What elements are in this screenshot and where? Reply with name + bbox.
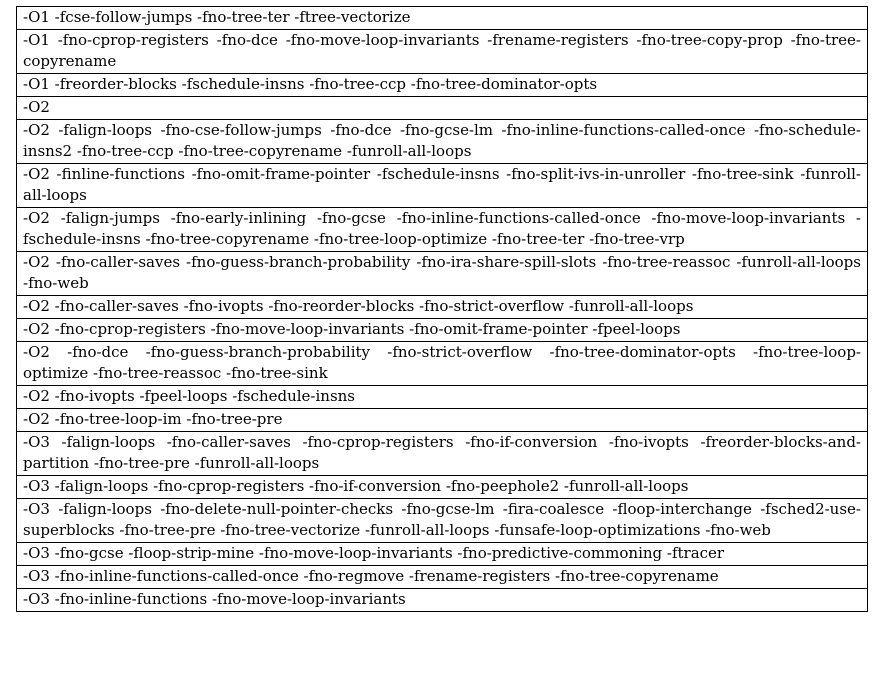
table-cell: -O1 -fcse-follow-jumps -fno-tree-ter -ftree-vectorize [17,7,868,30]
table-cell: -O2 -finline-functions -fno-omit-frame-pointer -fschedule-insns -fno-split-ivs-in-unroller -fno-tree-sink -funroll-all-loops [17,164,868,208]
table-cell: -O3 -falign-loops -fno-cprop-registers -fno-if-conversion -fno-peephole2 -funroll-all-loops [17,476,868,499]
table-row [17,589,868,612]
table-row [17,499,868,543]
table-row [17,319,868,342]
table-cell: -O1 -fno-cprop-registers -fno-dce -fno-move-loop-invariants -frename-registers -fno-tree-copy-prop -fno-tree-copyrename [17,30,868,74]
table-row [17,342,868,386]
table-cell: -O1 -freorder-blocks -fschedule-insns -fno-tree-ccp -fno-tree-dominator-opts [17,74,868,97]
table-cell: -O2 -falign-loops -fno-cse-follow-jumps -fno-dce -fno-gcse-lm -fno-inline-functions-called-once -fno-schedule-insns2 -fno-tree-ccp -fno-tree-copyrename -funroll-all-loops [17,120,868,164]
table-cell: -O2 -fno-caller-saves -fno-guess-branch-probability -fno-ira-share-spill-slots -fno-tree-reassoc -funroll-all-loops -fno-web [17,252,868,296]
table-row [17,120,868,164]
table-row [17,409,868,432]
table-row [17,7,868,30]
table-cell: -O3 -fno-inline-functions -fno-move-loop-invariants [17,589,868,612]
table-cell: -O2 -fno-caller-saves -fno-ivopts -fno-reorder-blocks -fno-strict-overflow -funroll-all-loops [17,296,868,319]
table-cell: -O2 -fno-ivopts -fpeel-loops -fschedule-insns [17,386,868,409]
table-row [17,252,868,296]
table-cell: -O2 [17,97,868,120]
table-row [17,296,868,319]
table-row [17,566,868,589]
document-page [16,6,868,612]
table-cell: -O3 -falign-loops -fno-delete-null-pointer-checks -fno-gcse-lm -fira-coalesce -floop-interchange -fsched2-use-superblocks -fno-tree-pre -fno-tree-vectorize -funroll-all-loops -funsafe-loop-optimizations -fno-web [17,499,868,543]
table-row [17,432,868,476]
table-cell: -O2 -fno-dce -fno-guess-branch-probability -fno-strict-overflow -fno-tree-dominator-opts -fno-tree-loop-optimize -fno-tree-reassoc -fno-tree-sink [17,342,868,386]
table-row [17,386,868,409]
table-cell: -O3 -falign-loops -fno-caller-saves -fno-cprop-registers -fno-if-conversion -fno-ivopts -freorder-blocks-and-partition -fno-tree-pre -funroll-all-loops [17,432,868,476]
table-cell: -O2 -fno-tree-loop-im -fno-tree-pre [17,409,868,432]
table-row [17,476,868,499]
table-row [17,30,868,74]
table-row [17,97,868,120]
table-cell: -O3 -fno-gcse -floop-strip-mine -fno-move-loop-invariants -fno-predictive-commoning -ftracer [17,543,868,566]
table-cell: -O3 -fno-inline-functions-called-once -fno-regmove -frename-registers -fno-tree-copyrename [17,566,868,589]
table-row [17,164,868,208]
compiler-flags-table [16,6,868,612]
table-row [17,543,868,566]
table-row [17,74,868,97]
table-cell: -O2 -falign-jumps -fno-early-inlining -fno-gcse -fno-inline-functions-called-once -fno-move-loop-invariants -fschedule-insns -fno-tree-copyrename -fno-tree-loop-optimize -fno-tree-ter -fno-tree-vrp [17,208,868,252]
table-cell: -O2 -fno-cprop-registers -fno-move-loop-invariants -fno-omit-frame-pointer -fpeel-loops [17,319,868,342]
table-row [17,208,868,252]
